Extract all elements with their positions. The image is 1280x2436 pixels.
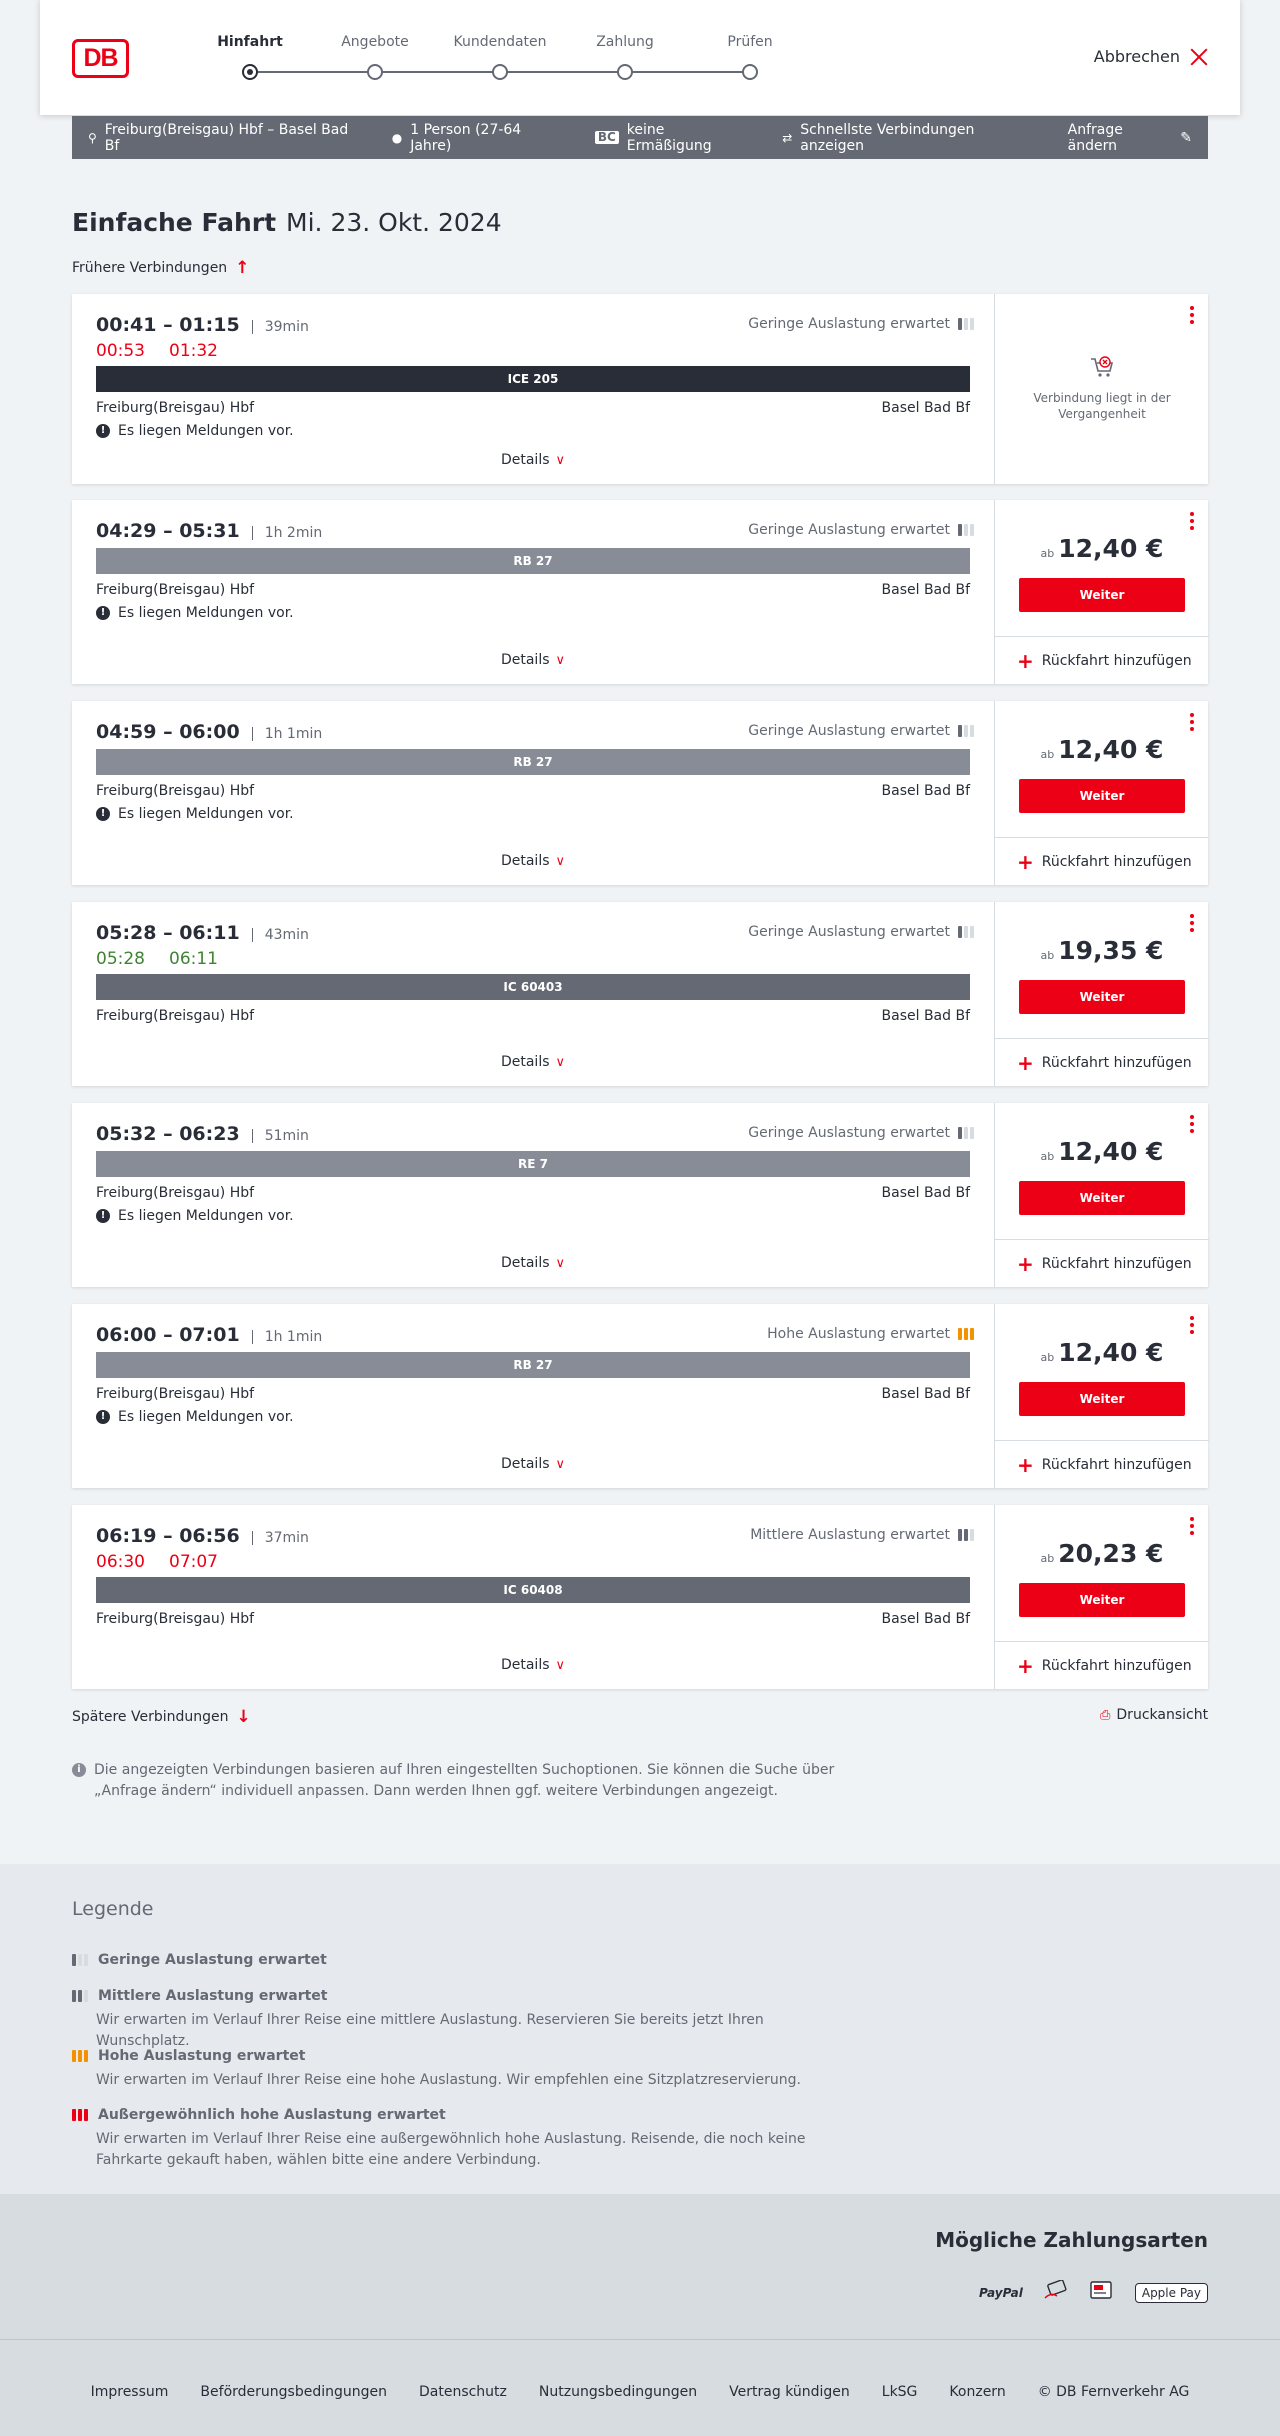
step-dot-icon (742, 64, 758, 80)
chevron-down-icon: ∨ (555, 1256, 566, 1271)
add-return-label: Rückfahrt hinzufügen (1041, 1054, 1192, 1071)
summary-option (782, 122, 1033, 154)
step-label: Zahlung (596, 34, 654, 50)
train-bar[interactable]: RE 7 (96, 1151, 970, 1177)
legend-item-text: Wir erwarten im Verlauf Ihrer Reise eine außergewöhnlich hohe Auslastung. Reisende, die noch keine Fahrkarte gekauft haben, wählen bitte eine andere Verbindung. (96, 2131, 806, 2168)
step-label: Kundendaten (453, 34, 547, 50)
footer (0, 2339, 1280, 2436)
planned-times: 06:19 – 06:56 (96, 1525, 240, 1547)
swap-arrows-icon: ⇄ (782, 130, 793, 145)
add-return-label: Rückfahrt hinzufügen (1041, 1456, 1192, 1473)
realtime-arrival: 07:07 (169, 1552, 218, 1572)
price (995, 735, 1209, 764)
connection-times (96, 721, 322, 743)
occupancy-label: Geringe Auslastung erwartet (748, 924, 950, 940)
sepa-icon (1089, 2280, 1115, 2305)
connection-info (72, 1505, 994, 1689)
occupancy-indicator (748, 723, 974, 739)
price (995, 534, 1209, 563)
message-notice (96, 1208, 294, 1224)
bahncard-icon: BC (595, 131, 619, 144)
connection-info (72, 1304, 994, 1488)
departure-station: Freiburg(Breisgau) Hbf (96, 582, 255, 598)
footer-copyright: © DB Fernverkehr AG (1037, 2384, 1190, 2400)
step-dot-icon (617, 64, 633, 80)
planned-times: 00:41 – 01:15 (96, 314, 240, 336)
connection-card (72, 294, 1208, 484)
person-icon: ● (391, 130, 403, 145)
summary-option-text: Schnellste Verbindungen anzeigen (800, 121, 975, 154)
continue-button[interactable]: Weiter (1019, 980, 1185, 1014)
planned-times: 06:00 – 07:01 (96, 1324, 240, 1346)
footer-link-lksg[interactable]: LkSG (881, 2384, 918, 2400)
occupancy-indicator (748, 924, 974, 940)
print-view-label: Druckansicht (1116, 1707, 1209, 1723)
occupancy-medium-icon (72, 1990, 88, 2002)
plus-icon: + (1017, 1050, 1034, 1075)
planned-times: 04:29 – 05:31 (96, 520, 240, 542)
summary-passengers-text: 1 Person (27-64 Jahre) (410, 121, 522, 154)
edit-request-label: Anfrage ändern (1067, 121, 1123, 154)
legend-item-title: Außergewöhnlich hohe Auslastung erwartet (98, 2107, 446, 2123)
message-notice (96, 806, 294, 822)
departure-station: Freiburg(Breisgau) Hbf (96, 1611, 255, 1627)
occupancy-medium-icon (958, 1529, 974, 1541)
footer-link-konzern[interactable]: Konzern (949, 2384, 1006, 2400)
continue-button[interactable]: Weiter (1019, 1583, 1185, 1617)
step-pruefen (690, 34, 810, 64)
message-text: Es liegen Meldungen vor. (118, 1208, 294, 1224)
occupancy-label: Geringe Auslastung erwartet (748, 723, 950, 739)
legend-item-title: Hohe Auslastung erwartet (98, 2048, 306, 2064)
summary-passengers (392, 122, 561, 154)
page-title-type: Einfache Fahrt (72, 208, 277, 237)
step-dot-icon (367, 64, 383, 80)
details-toggle[interactable] (72, 1657, 994, 1673)
footer-links (0, 2384, 1280, 2400)
offer-panel (994, 902, 1208, 1086)
connection-times (96, 922, 309, 944)
train-bar[interactable]: ICE 205 (96, 366, 970, 392)
realtime-times (96, 1552, 218, 1572)
price-prefix: ab (1040, 1552, 1055, 1565)
connection-info (72, 294, 994, 484)
duration: 1h 1min (252, 1330, 323, 1344)
duration: 1h 2min (252, 526, 323, 540)
details-label: Details (500, 853, 550, 869)
add-return-button[interactable] (995, 1440, 1209, 1488)
realtime-departure: 06:30 (96, 1552, 145, 1572)
occupancy-high-icon (72, 2050, 88, 2062)
departure-station: Freiburg(Breisgau) Hbf (96, 783, 255, 799)
search-info-note (72, 1760, 852, 1802)
search-summary-bar (72, 116, 1208, 159)
occupancy-very-high-icon (72, 2109, 88, 2121)
step-label: Hinfahrt (217, 34, 283, 50)
page-title (72, 208, 502, 237)
arrival-station: Basel Bad Bf (881, 783, 970, 799)
occupancy-low-icon (958, 725, 974, 737)
occupancy-label: Hohe Auslastung erwartet (767, 1326, 950, 1342)
price-prefix: ab (1040, 1150, 1055, 1163)
continue-button[interactable]: Weiter (1019, 779, 1185, 813)
step-dot-active-icon (242, 64, 258, 80)
close-icon (1190, 48, 1208, 66)
realtime-arrival: 06:11 (169, 949, 218, 969)
legend-item-heading (72, 2048, 852, 2064)
occupancy-indicator (750, 1527, 974, 1543)
price-value: 12,40 € (1058, 1338, 1164, 1367)
connection-card (72, 1304, 1208, 1488)
alert-icon: ! (96, 1209, 110, 1223)
footer-link-vertrag-kuendigen[interactable]: Vertrag kündigen (729, 2384, 850, 2400)
step-angebote (315, 34, 435, 64)
add-return-label: Rückfahrt hinzufügen (1041, 1255, 1192, 1272)
details-label: Details (500, 1255, 550, 1271)
legend-item-text: Wir erwarten im Verlauf Ihrer Reise eine mittlere Auslastung. Reservieren Sie bereits jetzt Ihren Wunschplatz. (96, 2012, 764, 2049)
add-return-label: Rückfahrt hinzufügen (1041, 1657, 1192, 1674)
legend-item-high (72, 2048, 852, 2091)
chevron-down-icon: ∨ (555, 1457, 566, 1472)
occupancy-label: Geringe Auslastung erwartet (748, 316, 950, 332)
connection-times (96, 1525, 309, 1547)
price-value: 19,35 € (1058, 936, 1164, 965)
add-return-label: Rückfahrt hinzufügen (1041, 652, 1192, 669)
earlier-connections-label: Frühere Verbindungen (72, 260, 228, 276)
info-icon: i (72, 1763, 86, 1777)
occupancy-low-icon (958, 1127, 974, 1139)
plus-icon: + (1017, 1251, 1034, 1276)
realtime-times (96, 341, 218, 361)
occupancy-indicator (767, 1326, 974, 1342)
occupancy-indicator (748, 316, 974, 332)
legend-item-title: Mittlere Auslastung erwartet (98, 1988, 328, 2004)
details-toggle[interactable] (72, 652, 994, 668)
arrival-station: Basel Bad Bf (881, 400, 970, 416)
occupancy-low-icon (72, 1954, 88, 1966)
legend-item-heading (72, 1988, 852, 2004)
occupancy-high-icon (958, 1328, 974, 1340)
legend-item-heading (72, 1952, 852, 1968)
step-zahlung (565, 34, 685, 64)
offer-panel (994, 500, 1208, 684)
offer-panel (994, 1304, 1208, 1488)
train-bar[interactable]: IC 60408 (96, 1577, 970, 1603)
occupancy-label: Geringe Auslastung erwartet (748, 522, 950, 538)
payment-methods-icons (979, 2280, 1208, 2305)
details-label: Details (500, 1657, 550, 1673)
add-return-label: Rückfahrt hinzufügen (1041, 853, 1192, 870)
departure-station: Freiburg(Breisgau) Hbf (96, 400, 255, 416)
legend-section (0, 1864, 1280, 2194)
summary-discount-text: keine Ermäßigung (626, 121, 712, 154)
summary-discount (595, 122, 748, 154)
step-dot-icon (492, 64, 508, 80)
duration: 51min (252, 1129, 309, 1143)
connection-times (96, 314, 309, 336)
occupancy-label: Geringe Auslastung erwartet (748, 1125, 950, 1141)
message-notice (96, 605, 294, 621)
planned-times: 04:59 – 06:00 (96, 721, 240, 743)
summary-route (88, 122, 358, 154)
add-return-button[interactable] (995, 1038, 1209, 1086)
footer-link-impressum[interactable]: Impressum (90, 2384, 169, 2400)
connection-times (96, 520, 322, 542)
occupancy-low-icon (958, 318, 974, 330)
connection-card (72, 500, 1208, 684)
duration: 37min (252, 1531, 309, 1545)
departure-station: Freiburg(Breisgau) Hbf (96, 1008, 255, 1024)
connection-info (72, 902, 994, 1086)
connection-times (96, 1123, 309, 1145)
realtime-departure: 00:53 (96, 341, 145, 361)
price-prefix: ab (1040, 748, 1055, 761)
details-label: Details (500, 452, 550, 468)
train-bar[interactable]: IC 60403 (96, 974, 970, 1000)
step-label: Prüfen (727, 34, 773, 50)
add-return-button[interactable] (995, 1239, 1209, 1287)
arrival-station: Basel Bad Bf (881, 1008, 970, 1024)
offer-panel (994, 1103, 1208, 1287)
past-connection-notice (995, 354, 1209, 422)
realtime-departure: 05:28 (96, 949, 145, 969)
more-options-icon[interactable] (1190, 914, 1194, 932)
footer-link-befoerderungsbedingungen[interactable]: Beförderungsbedingungen (200, 2384, 387, 2400)
message-notice (96, 423, 294, 439)
payment-methods-title: Mögliche Zahlungsarten (935, 2228, 1208, 2252)
continue-button[interactable]: Weiter (1019, 1181, 1185, 1215)
edit-request-button[interactable] (1068, 122, 1192, 154)
summary-route-text: Freiburg(Breisgau) Hbf – Basel Bad Bf (104, 121, 349, 154)
details-toggle[interactable] (72, 1054, 994, 1070)
train-bar[interactable]: RB 27 (96, 548, 970, 574)
cart-unavailable-icon (1089, 354, 1115, 380)
more-options-icon[interactable] (1190, 512, 1194, 530)
price-value: 12,40 € (1058, 735, 1164, 764)
price-prefix: ab (1040, 949, 1055, 962)
price-prefix: ab (1040, 1351, 1055, 1364)
message-notice (96, 1409, 294, 1425)
departure-station: Freiburg(Breisgau) Hbf (96, 1185, 255, 1201)
legend-item-heading (72, 2107, 852, 2123)
arrow-down-icon: ↓ (236, 1707, 251, 1727)
step-label: Angebote (341, 34, 409, 50)
legend-title: Legende (72, 1898, 154, 1920)
add-return-button[interactable] (995, 636, 1209, 684)
arrow-up-icon: ↑ (235, 258, 250, 278)
location-pin-icon: ⚲ (88, 130, 97, 145)
duration: 1h 1min (252, 727, 323, 741)
message-text: Es liegen Meldungen vor. (118, 605, 294, 621)
chevron-down-icon: ∨ (555, 854, 566, 869)
connection-info (72, 500, 994, 684)
details-toggle[interactable] (72, 1255, 994, 1271)
chevron-down-icon: ∨ (555, 453, 566, 468)
past-connection-text: Verbindung liegt in der Vergangenheit (1033, 391, 1171, 421)
message-text: Es liegen Meldungen vor. (118, 1409, 294, 1425)
alert-icon: ! (96, 1410, 110, 1424)
alert-icon: ! (96, 424, 110, 438)
step-hinfahrt[interactable] (190, 34, 310, 64)
price (995, 1539, 1209, 1568)
payment-methods-section (0, 2194, 1280, 2339)
arrival-station: Basel Bad Bf (881, 1386, 970, 1402)
price-value: 12,40 € (1058, 1137, 1164, 1166)
duration: 39min (252, 320, 309, 334)
occupancy-low-icon (958, 524, 974, 536)
occupancy-indicator (748, 1125, 974, 1141)
more-options-icon[interactable] (1190, 1316, 1194, 1334)
plus-icon: + (1017, 849, 1034, 874)
arrival-station: Basel Bad Bf (881, 582, 970, 598)
later-connections-label: Spätere Verbindungen (72, 1709, 229, 1725)
duration: 43min (252, 928, 309, 942)
offer-panel (994, 701, 1208, 885)
message-text: Es liegen Meldungen vor. (118, 423, 294, 439)
earlier-connections-link[interactable] (72, 258, 249, 278)
details-toggle[interactable] (72, 853, 994, 869)
add-return-button[interactable] (995, 837, 1209, 885)
arrival-station: Basel Bad Bf (881, 1185, 970, 1201)
chevron-down-icon: ∨ (555, 1055, 566, 1070)
connection-card (72, 701, 1208, 885)
departure-station: Freiburg(Breisgau) Hbf (96, 1386, 255, 1402)
credit-card-icon (1043, 2280, 1069, 2305)
add-return-button[interactable] (995, 1641, 1209, 1689)
price-value: 12,40 € (1058, 534, 1164, 563)
legend-item-low (72, 1952, 852, 1968)
realtime-times (96, 949, 218, 969)
more-options-icon[interactable] (1190, 1115, 1194, 1133)
more-options-icon[interactable] (1190, 306, 1194, 324)
top-header (40, 0, 1240, 115)
connection-info (72, 1103, 994, 1287)
more-options-icon[interactable] (1190, 713, 1194, 731)
connection-times (96, 1324, 322, 1346)
print-icon: ⎙ (1100, 1707, 1111, 1723)
continue-button[interactable]: Weiter (1019, 1382, 1185, 1416)
step-kundendaten (440, 34, 560, 64)
alert-icon: ! (96, 606, 110, 620)
footer-link-datenschutz[interactable]: Datenschutz (418, 2384, 507, 2400)
db-logo[interactable]: DB (72, 39, 129, 78)
planned-times: 05:32 – 06:23 (96, 1123, 240, 1145)
offer-panel (994, 1505, 1208, 1689)
plus-icon: + (1017, 648, 1034, 673)
occupancy-indicator (748, 522, 974, 538)
footer-link-nutzungsbedingungen[interactable]: Nutzungsbedingungen (538, 2384, 698, 2400)
plus-icon: + (1017, 1653, 1034, 1678)
page-title-date: Mi. 23. Okt. 2024 (286, 208, 502, 237)
connection-card (72, 1505, 1208, 1689)
plus-icon: + (1017, 1452, 1034, 1477)
details-label: Details (500, 1054, 550, 1070)
connection-info (72, 701, 994, 885)
legend-item-very-high (72, 2107, 852, 2171)
train-bar[interactable]: RB 27 (96, 749, 970, 775)
occupancy-label: Mittlere Auslastung erwartet (750, 1527, 950, 1543)
connection-card (72, 1103, 1208, 1287)
chevron-down-icon: ∨ (555, 1658, 566, 1673)
pencil-icon: ✎ (1180, 129, 1193, 146)
cancel-label: Abbrechen (1093, 47, 1180, 66)
price (995, 936, 1209, 965)
continue-button[interactable]: Weiter (1019, 578, 1185, 612)
apple-pay-icon: Apple Pay (1135, 2283, 1208, 2303)
booking-stepper (210, 0, 773, 115)
print-view-link[interactable] (1100, 1707, 1208, 1723)
legend-item-text: Wir erwarten im Verlauf Ihrer Reise eine hohe Auslastung. Wir empfehlen eine Sitzplatzreservierung. (96, 2072, 801, 2088)
price (995, 1338, 1209, 1367)
details-label: Details (500, 652, 550, 668)
message-text: Es liegen Meldungen vor. (118, 806, 294, 822)
details-toggle[interactable] (72, 452, 994, 468)
arrival-station: Basel Bad Bf (881, 1611, 970, 1627)
alert-icon: ! (96, 807, 110, 821)
legend-item-medium (72, 1988, 852, 2052)
realtime-arrival: 01:32 (169, 341, 218, 361)
cancel-button[interactable] (1094, 47, 1208, 66)
price (995, 1137, 1209, 1166)
planned-times: 05:28 – 06:11 (96, 922, 240, 944)
chevron-down-icon: ∨ (555, 653, 566, 668)
paypal-icon: PayPal (979, 2285, 1023, 2300)
legend-item-title: Geringe Auslastung erwartet (98, 1952, 327, 1968)
occupancy-low-icon (958, 926, 974, 938)
price-value: 20,23 € (1058, 1539, 1164, 1568)
connection-card (72, 902, 1208, 1086)
more-options-icon[interactable] (1190, 1517, 1194, 1535)
later-connections-link[interactable] (72, 1707, 251, 1727)
details-toggle[interactable] (72, 1456, 994, 1472)
offer-panel (994, 294, 1208, 484)
train-bar[interactable]: RB 27 (96, 1352, 970, 1378)
price-prefix: ab (1040, 547, 1055, 560)
details-label: Details (500, 1456, 550, 1472)
search-info-text: Die angezeigten Verbindungen basieren auf Ihren eingestellten Suchoptionen. Sie können die Suche über „Anfrage ändern“ individuell anpassen. Dann werden Ihnen ggf. weitere Verbindungen angezeigt. (94, 1762, 835, 1799)
